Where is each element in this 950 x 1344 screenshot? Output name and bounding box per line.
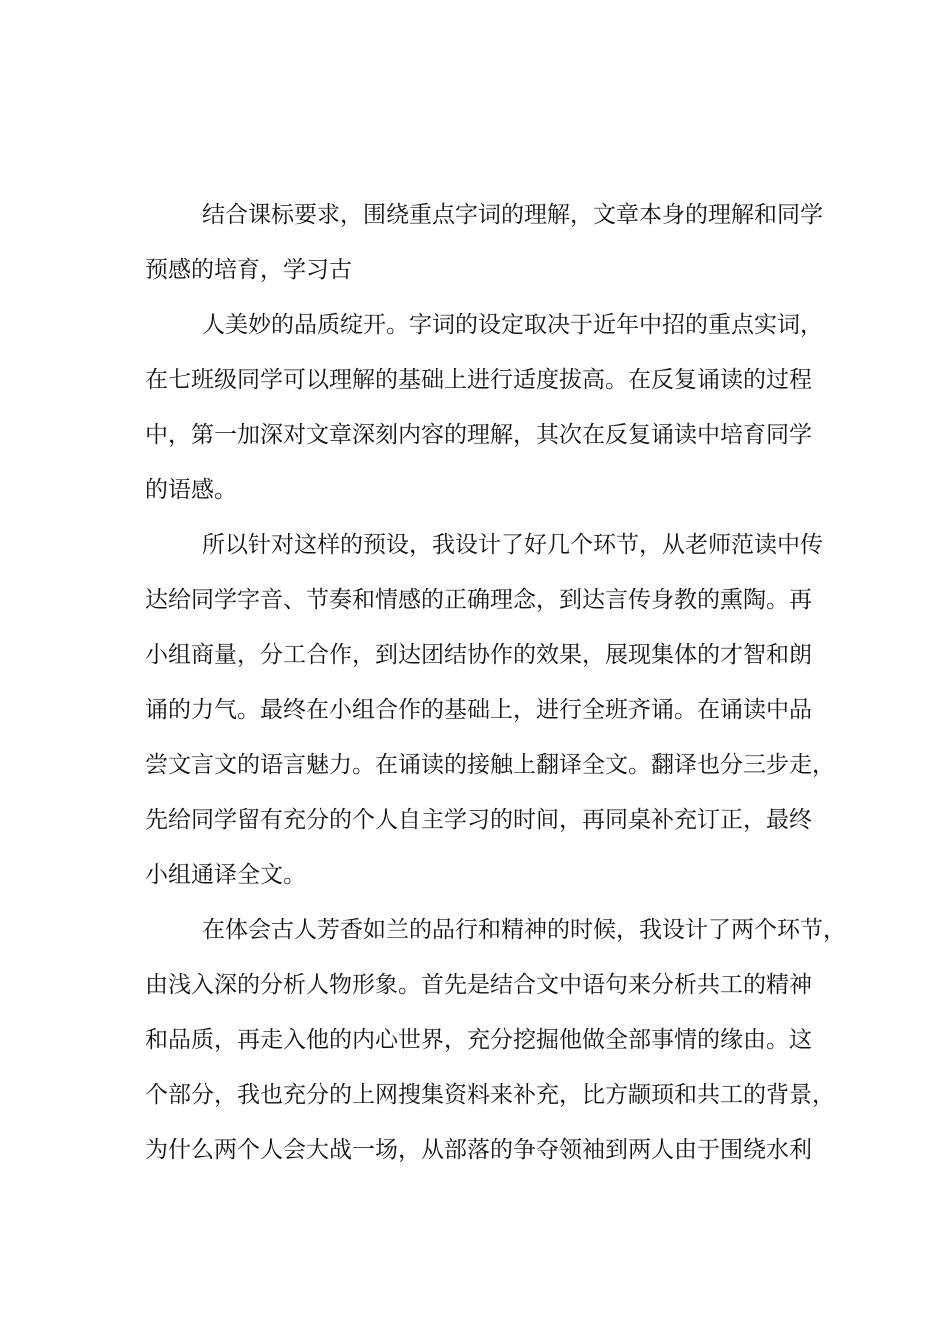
text-line: 在七班级同学可以理解的基础上进行适度拔高。在反复诵读的过程	[145, 367, 812, 393]
text-line: 达给同学字音、节奏和情感的正确理念，到达言传身教的熏陶。再	[145, 587, 812, 613]
paragraph-4	[145, 903, 846, 1178]
text-line: 小组商量，分工合作，到达团结协作的效果，展现集体的才智和朗	[145, 642, 812, 668]
text-line: 个部分，我也充分的上网搜集资料来补充，比方颛顼和共工的背景，	[145, 1082, 835, 1108]
text-line: 预感的培育，学习古	[145, 257, 352, 283]
text-line: 为什么两个人会大战一场，从部落的争夺领袖到两人由于围绕水利	[145, 1137, 812, 1163]
text-line: 由浅入深的分析人物形象。首先是结合文中语句来分析共工的精神	[145, 972, 812, 998]
text-line: 和品质，再走入他的内心世界，充分挖掘他做全部事情的缘由。这	[145, 1027, 812, 1053]
text-line: 人美妙的品质绽开。字词的设定取决于近年中招的重点实词，	[202, 312, 823, 338]
text-line: 所以针对这样的预设，我设计了好几个环节，从老师范读中传	[202, 532, 823, 558]
paragraph-2	[145, 298, 823, 518]
paragraph-1	[145, 188, 823, 298]
text-line: 结合课标要求，围绕重点字词的理解，文章本身的理解和同学	[202, 202, 823, 228]
text-line: 先给同学留有充分的个人自主学习的时间，再同桌补充订正，最终	[145, 807, 812, 833]
text-line: 尝文言文的语言魅力。在诵读的接触上翻译全文。翻译也分三步走，	[145, 752, 835, 778]
text-line: 的语感。	[145, 477, 237, 503]
text-line: 中，第一加深对文章深刻内容的理解，其次在反复诵读中培育同学	[145, 422, 812, 448]
text-line: 在体会古人芳香如兰的品行和精神的时候，我设计了两个环节，	[202, 917, 846, 943]
text-line: 小组通译全文。	[145, 862, 306, 888]
body-text	[145, 188, 846, 1178]
text-line: 诵的力气。最终在小组合作的基础上，进行全班齐诵。在诵读中品	[145, 697, 812, 723]
paragraph-3	[145, 518, 835, 903]
